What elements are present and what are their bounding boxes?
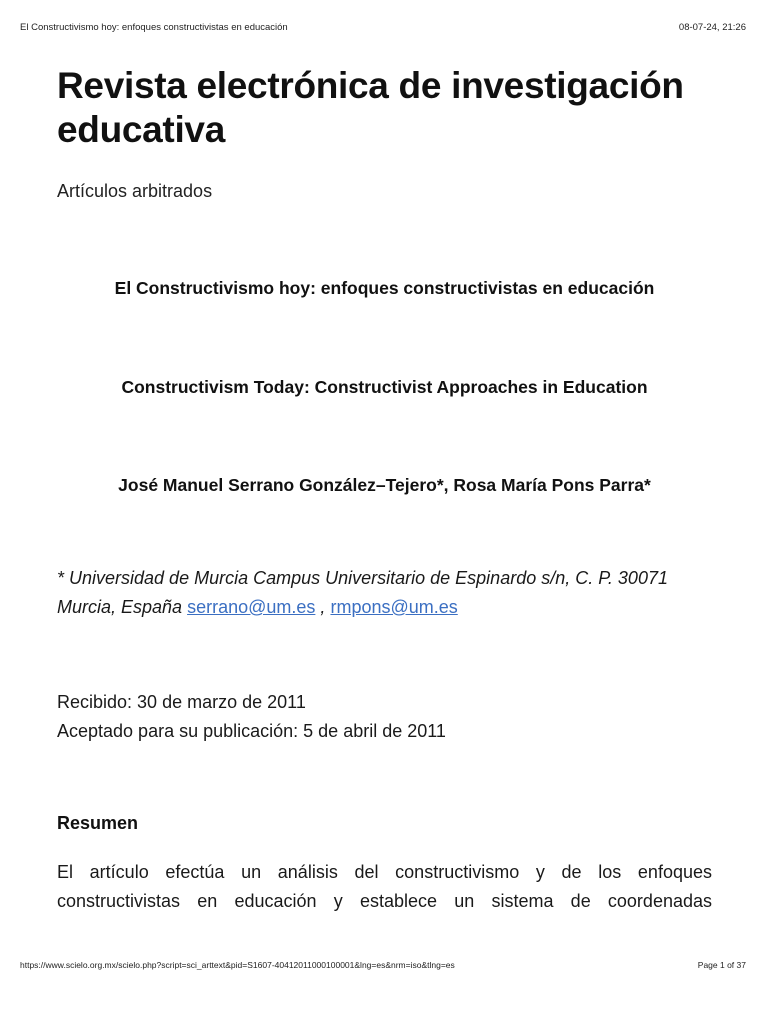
journal-title: Revista electrónica de investigación educativa [57,65,684,150]
print-header-doc-title: El Constructivismo hoy: enfoques constructivistas en educación [20,21,288,33]
print-header-timestamp: 08-07-24, 21:26 [678,21,746,33]
article-content [57,64,712,934]
print-header [20,20,746,34]
article-title-english: Constructivism Today: Constructivist Approaches in Education [121,377,648,397]
section-label: Artículos arbitrados [57,181,213,201]
print-footer [20,958,746,972]
article-authors: José Manuel Serrano González–Tejero*, Rosa María Pons Parra* [118,475,651,495]
abstract-text: El artículo efectúa un análisis del constructivismo y de los enfoques constructivistas en educación y establece un sistema de coordenadas [57,862,712,911]
accepted-date: Aceptado para su publicación: 5 de abril de 2011 [57,721,446,741]
print-footer-url: https://www.scielo.org.mx/scielo.php?script=sci_arttext&pid=S1607-40412011000100001&lng=es&nrm=iso&tlng=es [20,960,455,970]
page-indicator: Page 1 of 37 [697,960,746,970]
affiliation-text: * Universidad de Murcia Campus Universitario de Espinardo s/n, C. P. 30071 Murcia, España [57,568,668,617]
abstract-heading: Resumen [57,813,139,833]
email-link-rmpons[interactable]: rmpons@um.es [330,597,458,617]
article-title-spanish: El Constructivismo hoy: enfoques constructivistas en educación [114,278,655,298]
email-separator: , [320,597,326,617]
publication-dates [57,688,712,746]
author-affiliation [57,564,712,622]
received-date: Recibido: 30 de marzo de 2011 [57,692,306,712]
email-link-serrano[interactable]: serrano@um.es [187,597,316,617]
